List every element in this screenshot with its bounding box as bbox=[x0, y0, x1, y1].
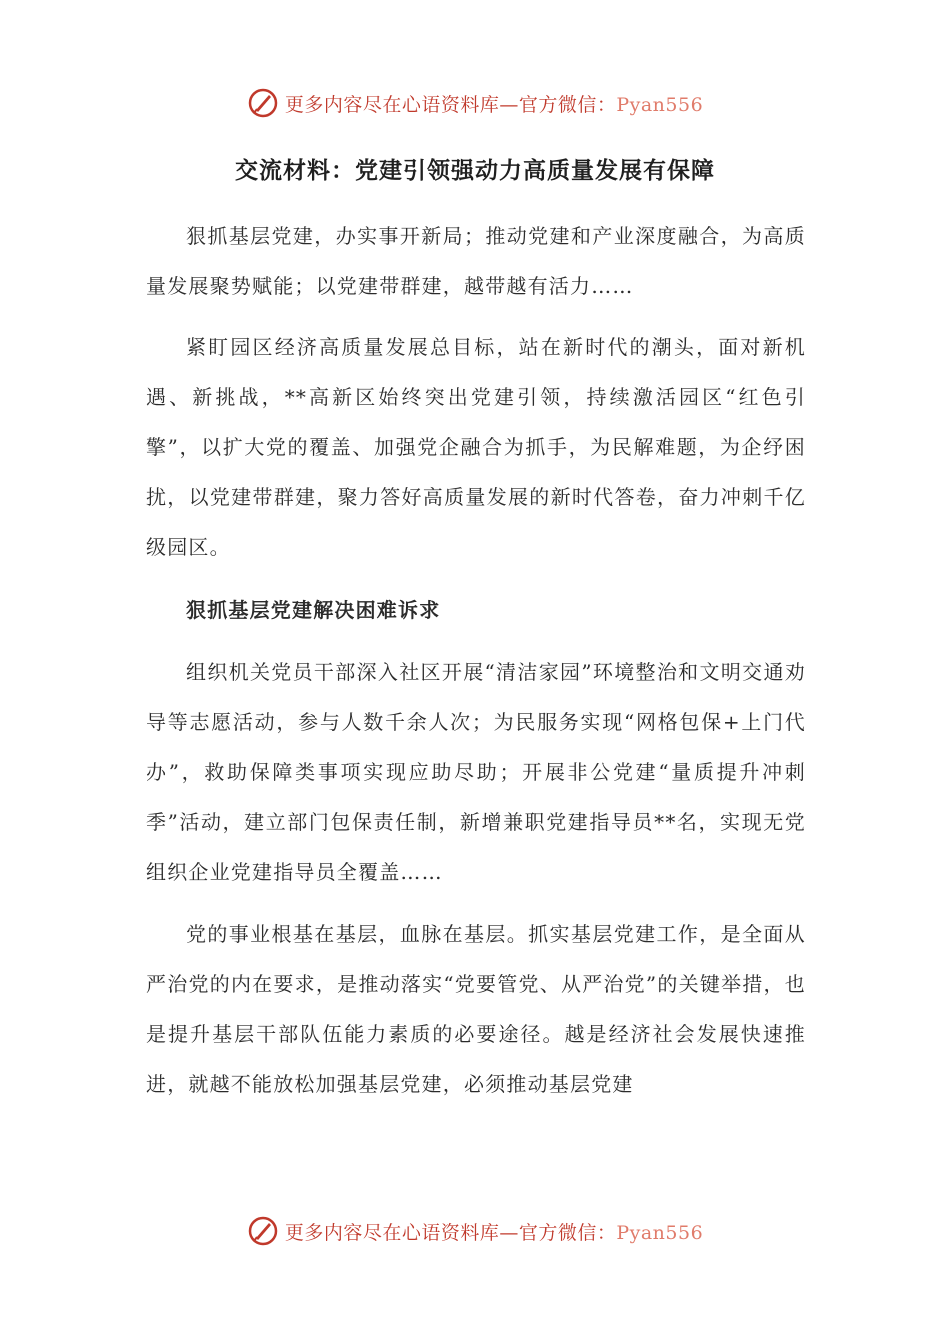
wechat-id: Pyan556 bbox=[616, 1221, 704, 1244]
section-heading: 狠抓基层党建解决困难诉求 bbox=[186, 598, 441, 622]
document-title: 交流材料：党建引领强动力高质量发展有保障 bbox=[235, 157, 715, 184]
wechat-id: Pyan556 bbox=[616, 93, 704, 116]
section-heading-block bbox=[146, 585, 806, 635]
section-paragraph-1 bbox=[146, 647, 806, 897]
footer-watermark-banner bbox=[0, 1211, 950, 1251]
quill-logo-icon bbox=[247, 1215, 279, 1247]
intro-paragraph-2 bbox=[146, 322, 806, 572]
section-paragraph-2 bbox=[146, 909, 806, 1109]
watermark-text: 更多内容尽在心语资料库—官方微信：Pyan556 bbox=[284, 93, 704, 116]
paragraph: 狠抓基层党建，办实事开新局；推动党建和产业深度融合，为高质量发展聚势赋能；以党建带群建，越带越有活力…… bbox=[146, 224, 806, 298]
paragraph: 组织机关党员干部深入社区开展“清洁家园”环境整治和文明交通劝导等志愿活动，参与人数千余人次；为民服务实现“网格包保+上门代办”，救助保障类事项实现应助尽助；开展非公党建“量质提升冲刺季”活动，建立部门包保责任制，新增兼职党建指导员**名，实现无党组织企业党建指导员全覆盖…… bbox=[146, 660, 806, 884]
paragraph: 紧盯园区经济高质量发展总目标，站在新时代的潮头，面对新机遇、新挑战，**高新区始终突出党建引领，持续激活园区“红色引擎”，以扩大党的覆盖、加强党企融合为抓手，为民解难题，为企纾困扰，以党建带群建，聚力答好高质量发展的新时代答卷，奋力冲刺千亿级园区。 bbox=[146, 335, 806, 559]
intro-paragraph-1 bbox=[146, 211, 806, 311]
paragraph: 党的事业根基在基层，血脉在基层。抓实基层党建工作，是全面从严治党的内在要求，是推动落实“党要管党、从严治党”的关键举措，也是提升基层干部队伍能力素质的必要途径。越是经济社会发展快速推进，就越不能放松加强基层党建，必须推动基层党建 bbox=[146, 922, 806, 1096]
header-watermark-banner bbox=[0, 83, 950, 123]
watermark-text: 更多内容尽在心语资料库—官方微信：Pyan556 bbox=[284, 1221, 704, 1244]
quill-logo-icon bbox=[247, 87, 279, 119]
